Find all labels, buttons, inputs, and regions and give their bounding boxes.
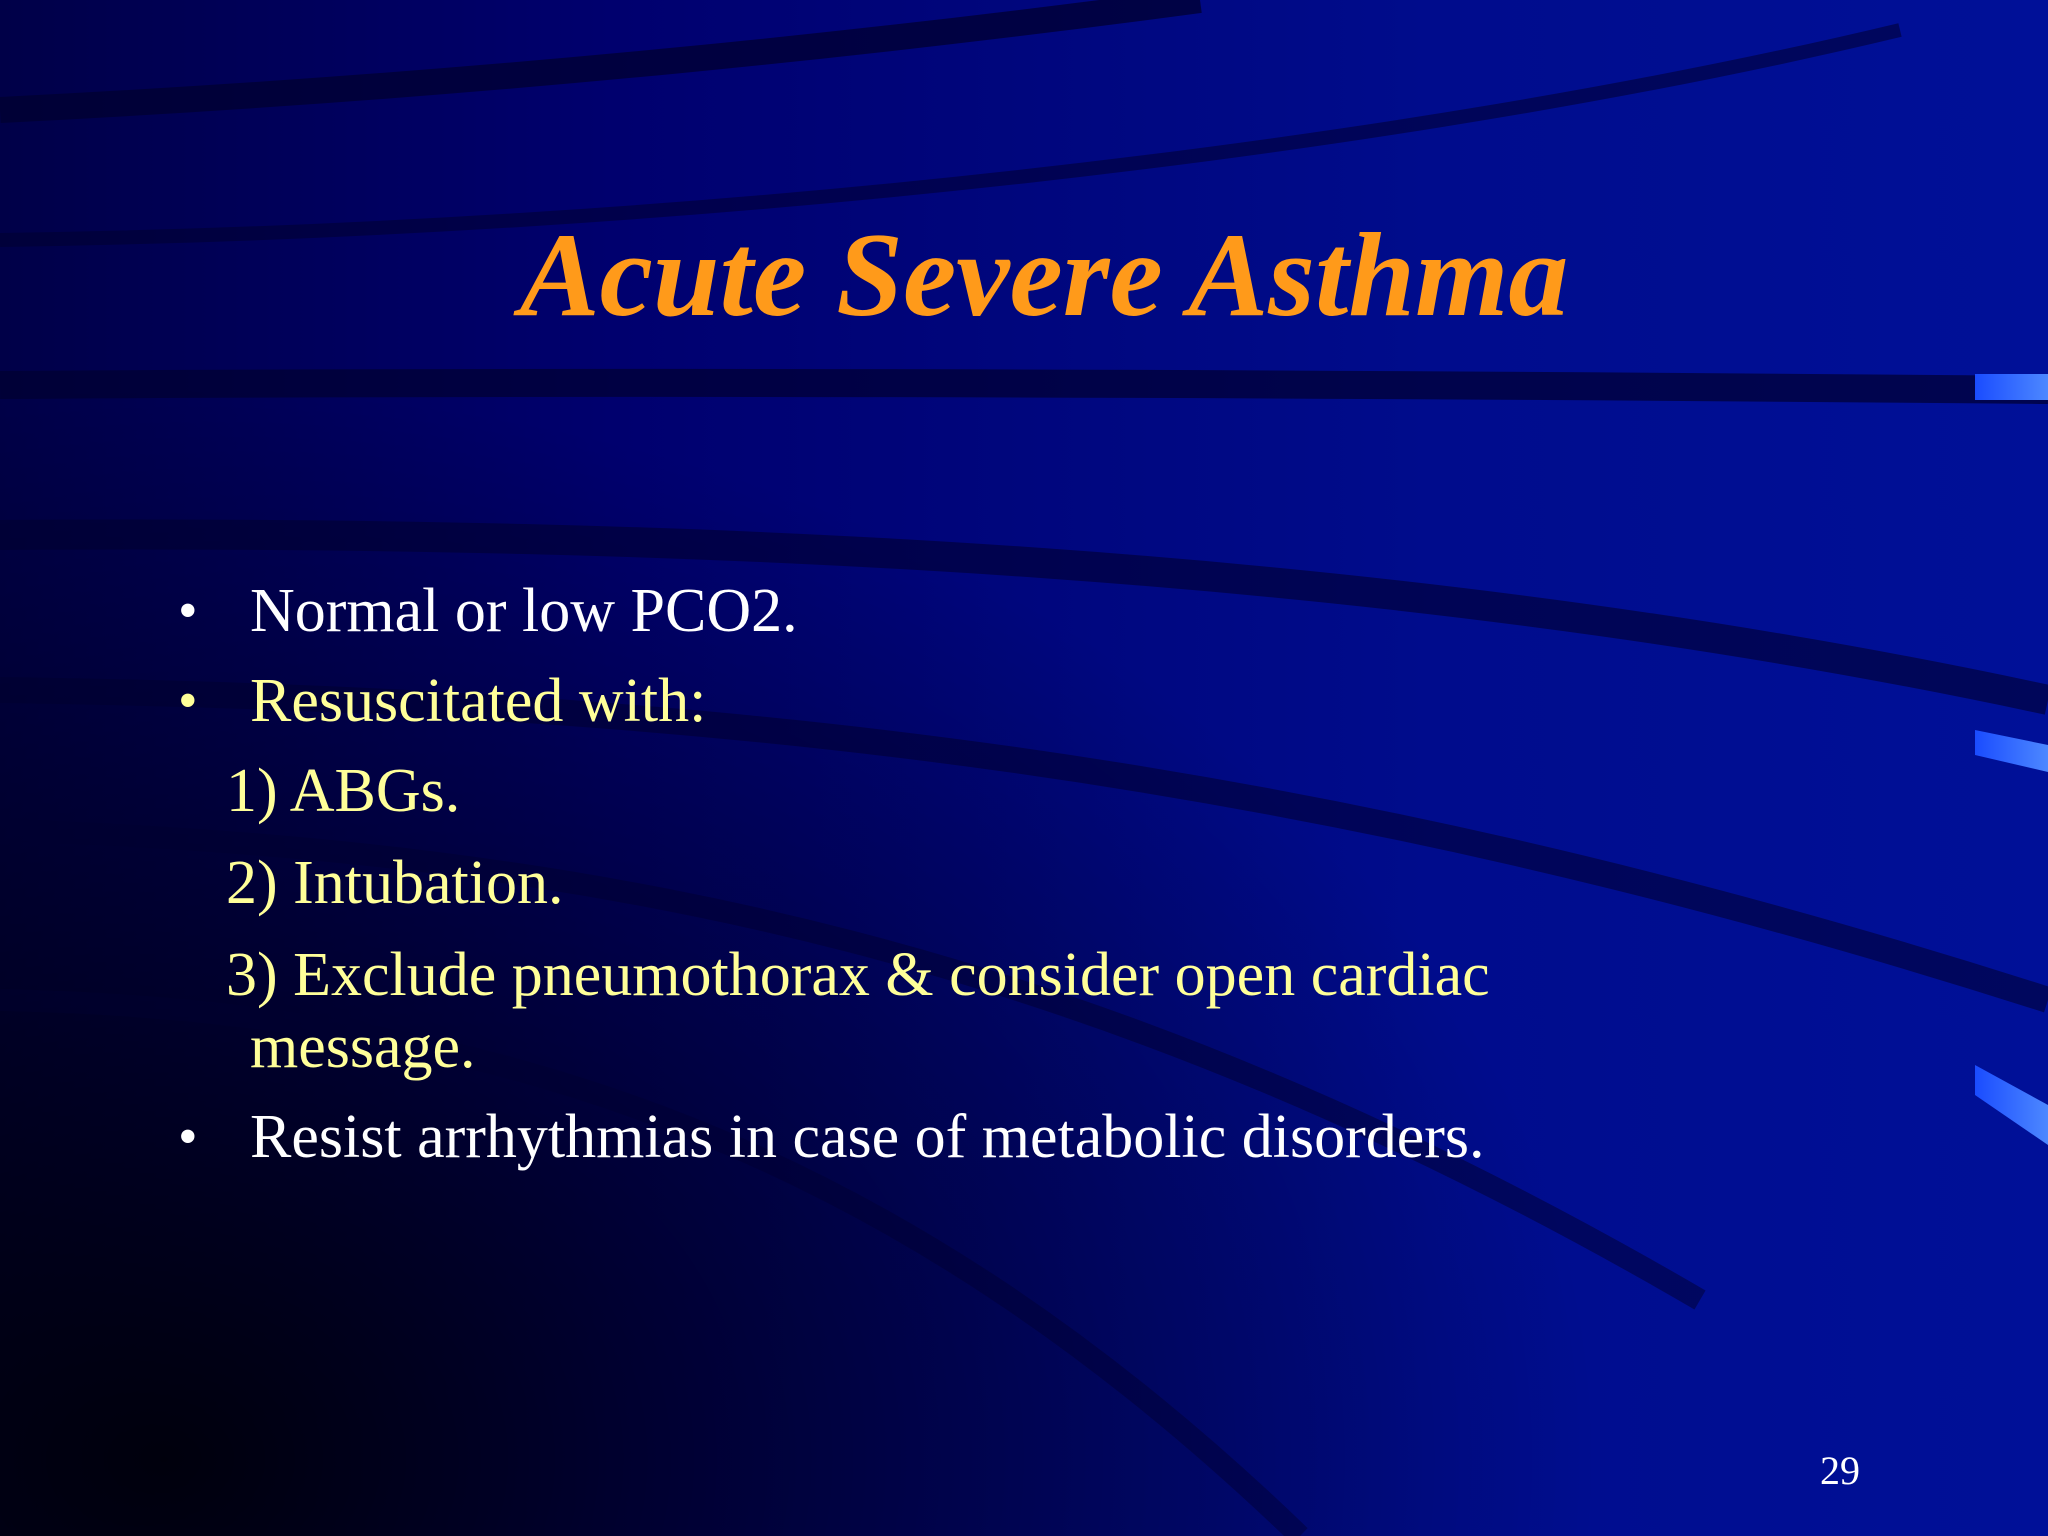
bullet-text: Resuscitated with: (250, 667, 707, 735)
bullet-marker: • (178, 1106, 198, 1168)
bullet-text: Normal or low PCO2. (250, 577, 798, 645)
subitem-text: 2) Intubation. (226, 849, 564, 917)
subitem-text: 1) ABGs. (226, 757, 461, 825)
page-number: 29 (1820, 1448, 1860, 1493)
bullet-marker: • (178, 670, 198, 732)
bullet-marker: • (178, 580, 198, 642)
subitem-continuation: message. (250, 1013, 476, 1081)
bullet-text: Resist arrhythmias in case of metabolic disorders. (250, 1103, 1485, 1171)
subitem-text: 3) Exclude pneumothorax & consider open cardiac (226, 941, 1490, 1009)
slide-title: Acute Severe Asthma (519, 208, 1569, 341)
